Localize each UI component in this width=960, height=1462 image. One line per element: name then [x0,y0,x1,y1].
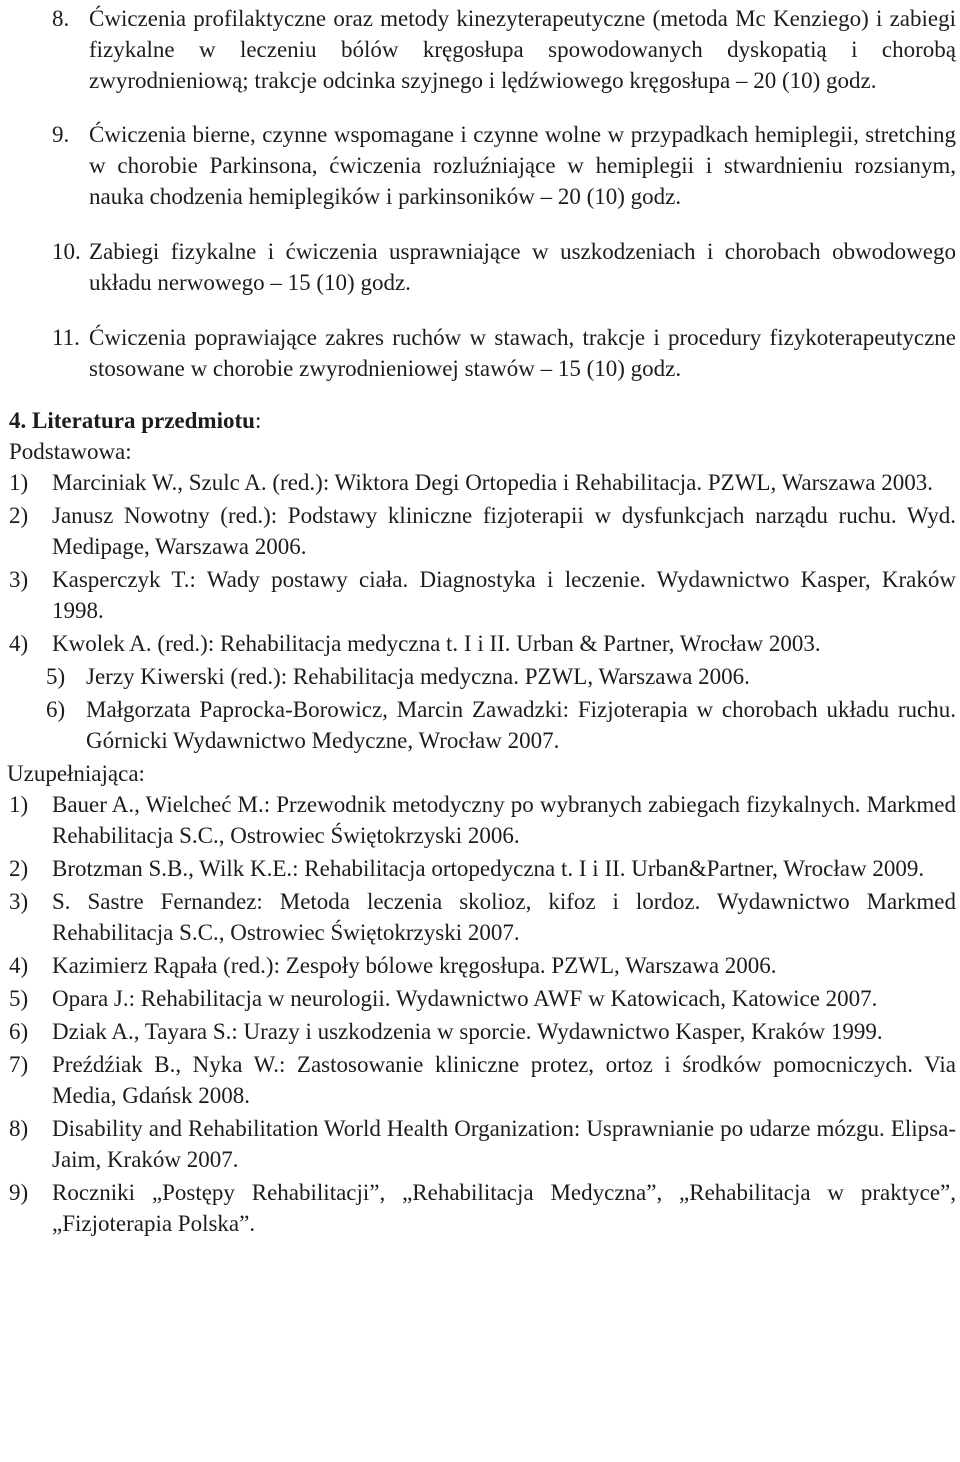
reference-number: 5) [46,664,66,689]
reference-text: Preźdźiak B., Nyka W.: Zastosowanie kliniczne protez, ortoz i środków pomocniczych. Via Media, Gdańsk 2008. [52,1052,956,1108]
topic-number: 9. [52,122,70,147]
reference-item [0,1016,956,1047]
reference-text: Kasperczyk T.: Wady postawy ciała. Diagnostyka i leczenie. Wydawnictwo Kasper, Kraków 1998. [52,567,956,623]
supplementary-literature-label: Uzupełniająca: [7,761,145,786]
reference-item [0,1177,956,1239]
reference-number: 6) [46,697,66,722]
topic-number: 10. [52,239,81,264]
reference-number: 1) [9,792,29,817]
reference-number: 9) [9,1180,29,1205]
literature-heading [0,405,956,436]
reference-text: S. Sastre Fernandez: Metoda leczenia skolioz, kifoz i lordoz. Wydawnictwo Markmed Rehabilitacja S.C., Ostrowiec Świętokrzyski 2007. [52,889,956,945]
topic-text: Ćwiczenia poprawiające zakres ruchów w stawach, trakcje i procedury fizykoterapeutyczne stosowane w chorobie zwyrodnieniowej stawów – 15 (10) godz. [89,325,956,381]
reference-item [0,628,956,659]
basic-literature-label: Podstawowa: [9,439,132,464]
topic-number: 8. [52,6,70,31]
reference-text: Marciniak W., Szulc A. (red.): Wiktora Degi Ortopedia i Rehabilitacja. PZWL, Warszawa 2003. [52,470,933,495]
reference-text: Janusz Nowotny (red.): Podstawy kliniczne fizjoterapii w dysfunkcjach narządu ruchu. Wyd. Medipage, Warszawa 2006. [52,503,956,559]
reference-text: Kazimierz Rąpała (red.): Zespoły bólowe kręgosłupa. PZWL, Warszawa 2006. [52,953,777,978]
reference-item [0,853,956,884]
reference-number: 3) [9,889,29,914]
reference-text: Roczniki „Postępy Rehabilitacji”, „Rehabilitacja Medyczna”, „Rehabilitacja w praktyce”, „Fizjoterapia Polska”. [52,1180,956,1236]
reference-text: Małgorzata Paprocka-Borowicz, Marcin Zawadzki: Fizjoterapia w chorobach układu ruchu. Górnicki Wydawnictwo Medyczne, Wrocław 2007. [86,697,956,753]
reference-number: 1) [9,470,29,495]
reference-text: Disability and Rehabilitation World Health Organization: Usprawnianie po udarze mózgu. Elipsa-Jaim, Kraków 2007. [52,1116,956,1172]
reference-number: 4) [9,631,29,656]
reference-text: Dziak A., Tayara S.: Urazy i uszkodzenia w sporcie. Wydawnictwo Kasper, Kraków 1999. [52,1019,883,1044]
reference-item [0,694,956,756]
reference-item [0,564,956,626]
reference-item [0,983,956,1014]
literature-heading-text: 4. Literatura przedmiotu [9,408,255,433]
basic-literature-list [0,467,956,756]
reference-item [0,500,956,562]
reference-number: 7) [9,1052,29,1077]
literature-heading-colon: : [254,408,262,433]
reference-text: Jerzy Kiwerski (red.): Rehabilitacja medyczna. PZWL, Warszawa 2006. [86,664,750,689]
reference-item [0,950,956,981]
reference-number: 2) [9,856,29,881]
reference-number: 3) [9,567,29,592]
reference-text: Kwolek A. (red.): Rehabilitacja medyczna t. I i II. Urban & Partner, Wrocław 2003. [52,631,821,656]
reference-text: Bauer A., Wielcheć M.: Przewodnik metodyczny po wybranych zabiegach fizykalnych. Markmed Rehabilitacja S.C., Ostrowiec Świętokrzyski 2006. [52,792,956,848]
reference-text: Brotzman S.B., Wilk K.E.: Rehabilitacja ortopedyczna t. I i II. Urban&Partner, Wrocław 2009. [52,856,925,881]
reference-item [0,886,956,948]
topic-number: 11. [52,325,80,350]
topic-text: Zabiegi fizykalne i ćwiczenia usprawniające w uszkodzeniach i chorobach obwodowego układu nerwowego – 15 (10) godz. [89,239,956,295]
topic-item [0,322,956,384]
topic-item [0,119,956,212]
reference-number: 2) [9,503,29,528]
reference-item [0,467,956,498]
reference-item [0,1113,956,1175]
reference-number: 4) [9,953,29,978]
reference-number: 5) [9,986,29,1011]
topic-item [0,3,956,96]
topic-item [0,236,956,298]
supplementary-literature-list [0,789,956,1239]
reference-number: 8) [9,1116,29,1141]
topic-text: Ćwiczenia profilaktyczne oraz metody kinezyterapeutyczne (metoda Mc Kenziego) i zabiegi fizykalne w leczeniu bólów kręgosłupa spowodowanych dyskopatią i chorobą zwyrodnieniową; trakcje odcinka szyjnego i lędźwiowego kręgosłupa – 20 (10) godz. [89,6,956,93]
reference-number: 6) [9,1019,29,1044]
reference-item [0,1049,956,1111]
exercise-topics-list [0,3,956,384]
reference-item [0,661,956,692]
reference-item [0,789,956,851]
topic-text: Ćwiczenia bierne, czynne wspomagane i czynne wolne w przypadkach hemiplegii, stretching w chorobie Parkinsona, ćwiczenia rozluźniające w hemiplegii i stwardnieniu rozsianym, nauka chodzenia hemiplegików i parkinsoników – 20 (10) godz. [89,122,956,209]
reference-text: Opara J.: Rehabilitacja w neurologii. Wydawnictwo AWF w Katowicach, Katowice 2007. [52,986,878,1011]
